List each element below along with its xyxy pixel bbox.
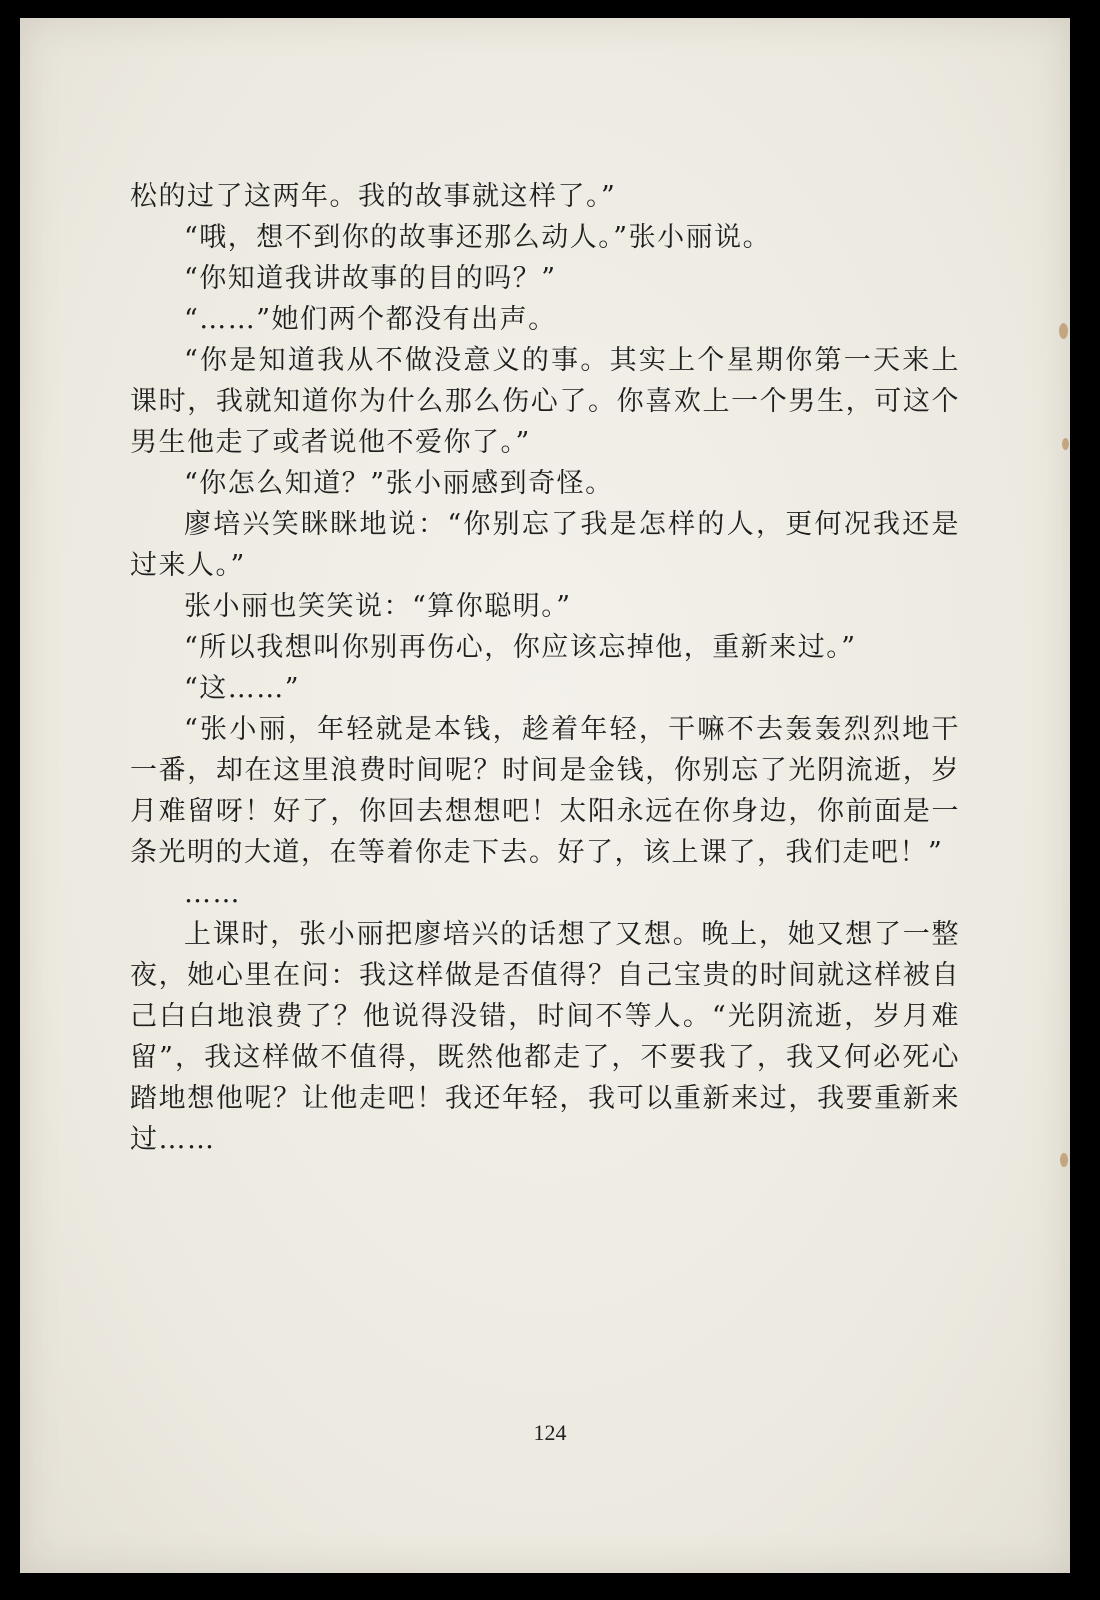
- paragraph: 上课时，张小丽把廖培兴的话想了又想。晚上，她又想了一整夜，她心里在问：我这样做是否值得？自己宝贵的时间就这样被自己白白地浪费了？他说得没错，时间不等人。“光阴流逝，岁月难留”，我这样做不值得，既然他都走了，不要我了，我又何必死心踏地想他呢？让他走吧！我还年轻，我可以重新来过，我要重新来过……: [130, 919, 960, 1155]
- paragraph: 廖培兴笑眯眯地说：“你别忘了我是怎样的人，更何况我还是过来人。”: [130, 509, 960, 581]
- paper-stain: [1059, 323, 1068, 339]
- book-page: [20, 18, 1070, 1573]
- paragraph: “所以我想叫你别再伤心，你应该忘掉他，重新来过。”: [184, 632, 857, 663]
- paragraph: “哦，想不到你的故事还那么动人。”张小丽说。: [184, 222, 772, 253]
- paragraph: 松的过了这两年。我的故事就这样了。”: [130, 181, 617, 212]
- paper-stain: [1062, 438, 1069, 450]
- paragraph: 张小丽也笑笑说：“算你聪明。”: [184, 591, 572, 622]
- paragraph: “……”她们两个都没有出声。: [184, 304, 557, 335]
- paragraph: “你怎么知道？”张小丽感到奇怪。: [184, 468, 614, 499]
- paragraph: “这……”: [184, 673, 301, 704]
- body-text: [130, 176, 960, 1160]
- paper-stain: [1060, 1153, 1068, 1167]
- paragraph: “你是知道我从不做没意义的事。其实上个星期你第一天来上课时，我就知道你为什么那么伤心了。你喜欢上一个男生，可这个男生他走了或者说他不爱你了。”: [130, 345, 960, 458]
- paragraph: “张小丽，年轻就是本钱，趁着年轻，干嘛不去轰轰烈烈地干一番，却在这里浪费时间呢？时间是金钱，你别忘了光阴流逝，岁月难留呀！好了，你回去想想吧！太阳永远在你身边，你前面是一条光明的大道，在等着你走下去。好了，该上课了，我们走吧！”: [130, 714, 960, 868]
- paragraph: “你知道我讲故事的目的吗？”: [184, 263, 557, 294]
- ellipsis-line: ……: [184, 878, 241, 909]
- page-number: 124: [533, 1420, 567, 1445]
